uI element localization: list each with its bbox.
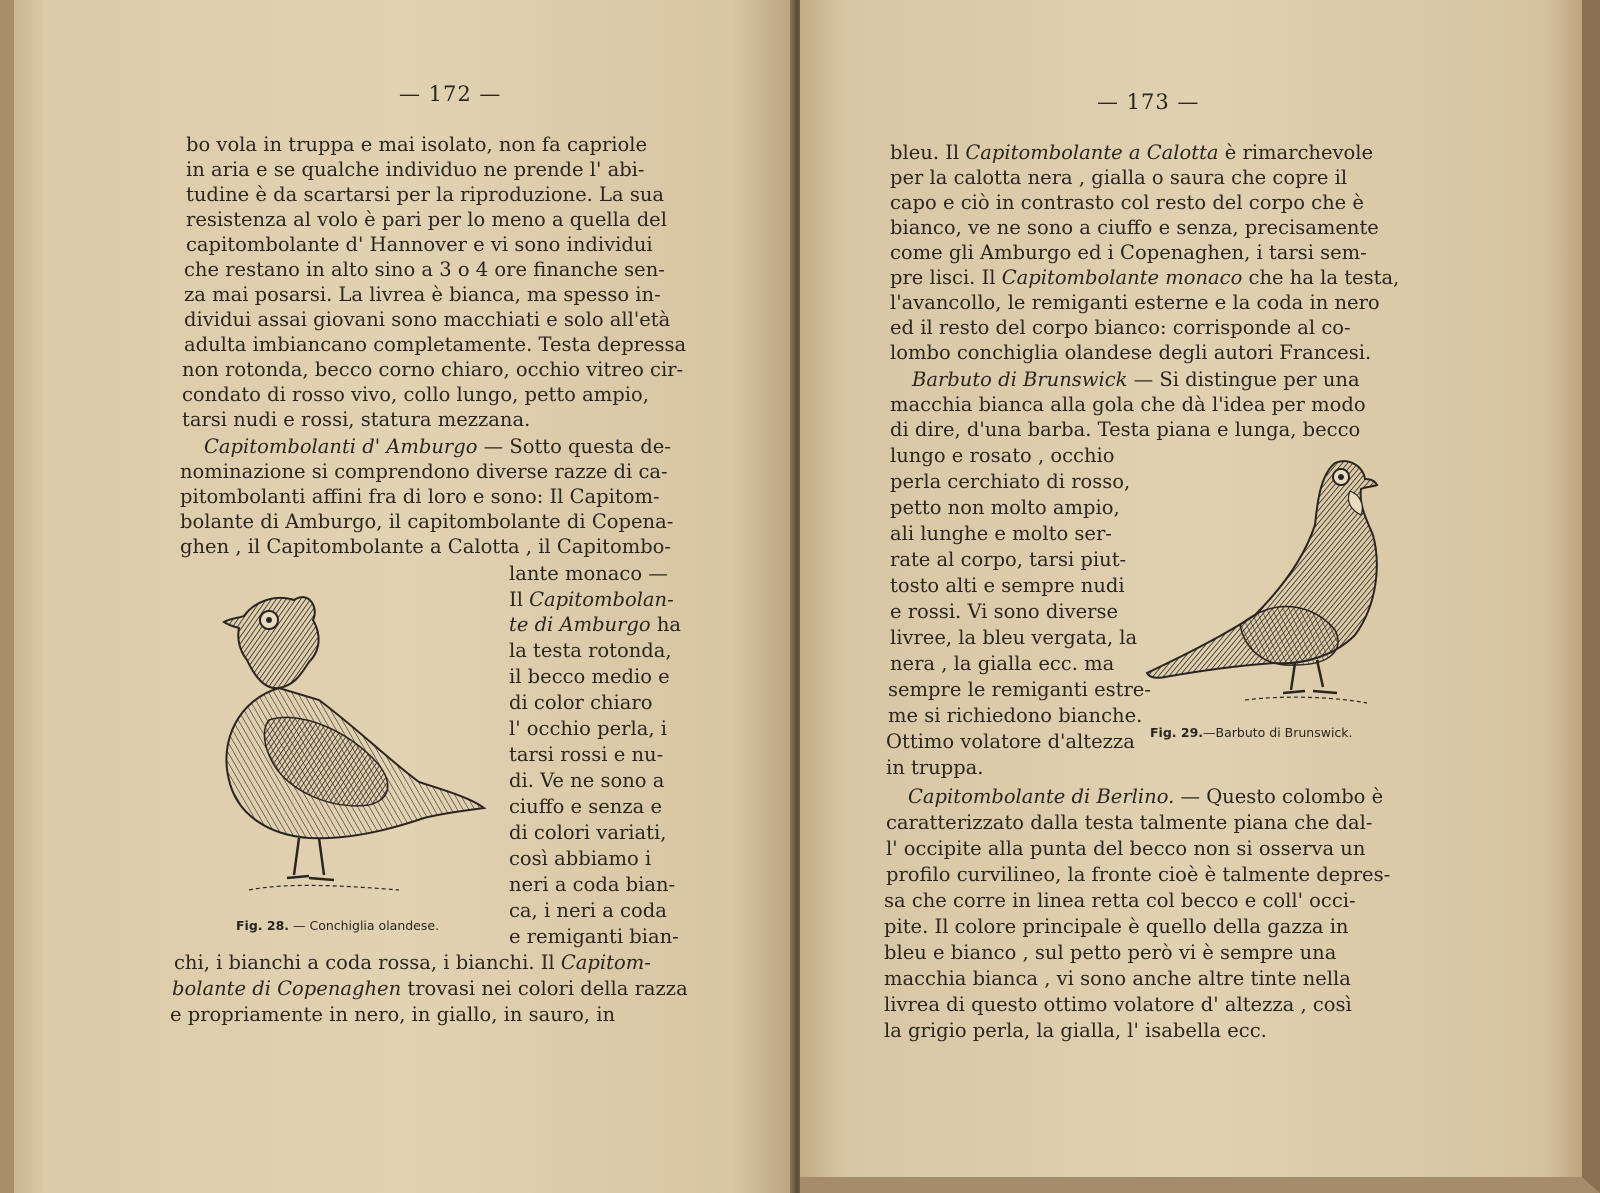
text-line: perla cerchiato di rosso,	[890, 470, 1131, 493]
text-line: la grigio perla, la gialla, l' isabella ecc.	[884, 1019, 1267, 1042]
text-line: lombo conchiglia olandese degli autori Francesi.	[890, 341, 1372, 364]
text-line: l' occhio perla, i	[509, 717, 667, 740]
text-line: la testa rotonda,	[509, 639, 672, 662]
text-line: lante monaco —	[509, 562, 668, 585]
text-line: di color chiaro	[509, 691, 653, 714]
text-line: tarsi nudi e rossi, statura mezzana.	[182, 408, 531, 431]
text-line: non rotonda, becco corno chiaro, occhio vitreo cir-	[182, 358, 684, 381]
text-line: rate al corpo, tarsi piut-	[890, 548, 1127, 571]
text-line: bleu e bianco , sul petto però vi è sempre una	[884, 941, 1337, 964]
text-line: sa che corre in linea retta col becco e coll' occi-	[884, 889, 1356, 912]
text-line: za mai posarsi. La livrea è bianca, ma spesso in-	[184, 283, 661, 306]
text-line: livree, la bleu vergata, la	[890, 626, 1138, 649]
text-line: livrea di questo ottimo volatore d' altezza , così	[884, 993, 1352, 1016]
text-line: in aria e se qualche individuo ne prende l' abi-	[186, 158, 645, 181]
text-line: l'avancollo, le remiganti esterne e la coda in nero	[890, 291, 1380, 314]
text-line: Barbuto di Brunswick — Si distingue per una	[912, 368, 1360, 391]
pigeon-illustration	[209, 590, 489, 910]
text-line: così abbiamo i	[509, 847, 652, 870]
text-line: tosto alti e sempre nudi	[890, 574, 1125, 597]
text-line: ghen , il Capitombolante a Calotta , il Capitombo-	[180, 535, 672, 558]
text-line: chi, i bianchi a coda rossa, i bianchi. Il Capitom-	[174, 951, 651, 974]
text-line: neri a coda bian-	[509, 873, 676, 896]
figure-caption: Fig. 28. — Conchiglia olandese.	[236, 918, 440, 933]
text-line: bolante di Amburgo, il capitombolante di Copena-	[180, 510, 674, 533]
text-line: lungo e rosato , occhio	[890, 444, 1115, 467]
text-line: caratterizzato dalla testa talmente piana che dal-	[886, 811, 1373, 834]
text-line: capitombolante d' Hannover e vi sono individui	[186, 233, 653, 256]
text-line: ali lunghe e molto ser-	[890, 522, 1112, 545]
text-line: Capitombolanti d' Amburgo — Sotto questa de-	[204, 435, 671, 458]
text-line: bo vola in truppa e mai isolato, non fa capriole	[186, 133, 648, 156]
text-line: adulta imbiancano completamente. Testa depressa	[184, 333, 687, 356]
text-line: pite. Il colore principale è quello della gazza in	[884, 915, 1349, 938]
text-line: tarsi rossi e nu-	[509, 743, 664, 766]
text-line: profilo curvilineo, la fronte cioè è talmente depres-	[886, 863, 1391, 886]
text-line: nera , la gialla ecc. ma	[890, 652, 1115, 675]
text-line: l' occipite alla punta del becco non si osserva un	[886, 837, 1366, 860]
text-line: petto non molto ampio,	[890, 496, 1120, 519]
text-line: Il Capitombolan-	[509, 588, 674, 611]
text-line: macchia bianca , vi sono anche altre tinte nella	[884, 967, 1351, 990]
page-number: — 173 —	[1097, 90, 1200, 114]
text-line: pitombolanti affini fra di loro e sono: Il Capitom-	[180, 485, 660, 508]
text-line: ca, i neri a coda	[509, 899, 667, 922]
text-line: di dire, d'una barba. Testa piana e lunga, becco	[890, 418, 1361, 441]
text-line: resistenza al volo è pari per lo meno a quella del	[186, 208, 667, 231]
text-line: sempre le remiganti estre-	[888, 678, 1151, 701]
text-line: te di Amburgo ha	[509, 613, 682, 636]
text-line: e remiganti bian-	[509, 925, 679, 948]
text-line: me si richiedono bianche.	[888, 704, 1143, 727]
text-line: Capitombolante di Berlino. — Questo colombo è	[908, 785, 1384, 808]
text-line: Ottimo volatore d'altezza	[886, 730, 1135, 753]
text-line: bleu. Il Capitombolante a Calotta è rimarchevole	[890, 141, 1374, 164]
text-line: bianco, ve ne sono a ciuffo e senza, precisamente	[890, 216, 1379, 239]
text-line: in truppa.	[886, 756, 984, 779]
text-line: tudine è da scartarsi per la riproduzione. La sua	[186, 183, 665, 206]
text-line: che restano in alto sino a 3 o 4 ore finanche sen-	[184, 258, 665, 281]
figure-caption: Fig. 29.—Barbuto di Brunswick.	[1150, 725, 1353, 740]
text-line: nominazione si comprendono diverse razze di ca-	[180, 460, 668, 483]
text-line: e rossi. Vi sono diverse	[890, 600, 1119, 623]
text-line: e propriamente in nero, in giallo, in sauro, in	[170, 1003, 616, 1026]
text-line: ed il resto del corpo bianco: corrisponde al co-	[890, 316, 1351, 339]
text-line: bolante di Copenaghen trovasi nei colori della razza	[172, 977, 688, 1000]
text-line: pre lisci. Il Capitombolante monaco che ha la testa,	[890, 266, 1400, 289]
text-line: dividui assai giovani sono macchiati e solo all'età	[184, 308, 671, 331]
text-line: il becco medio e	[509, 665, 670, 688]
text-line: capo e ciò in contrasto col resto del corpo che è	[890, 191, 1364, 214]
text-line: ciuffo e senza e	[509, 795, 662, 818]
pigeon-illustration	[1145, 455, 1385, 720]
text-line: macchia bianca alla gola che dà l'idea per modo	[890, 393, 1366, 416]
text-line: di. Ve ne sono a	[509, 769, 665, 792]
text-line: condato di rosso vivo, collo lungo, petto ampio,	[182, 383, 649, 406]
page-number: — 172 —	[399, 82, 502, 106]
left-page	[0, 0, 795, 1193]
right-page	[800, 0, 1600, 1193]
text-line: come gli Amburgo ed i Copenaghen, i tarsi sem-	[890, 241, 1367, 264]
text-line: di colori variati,	[509, 821, 667, 844]
text-line: per la calotta nera , gialla o saura che copre il	[890, 166, 1348, 189]
